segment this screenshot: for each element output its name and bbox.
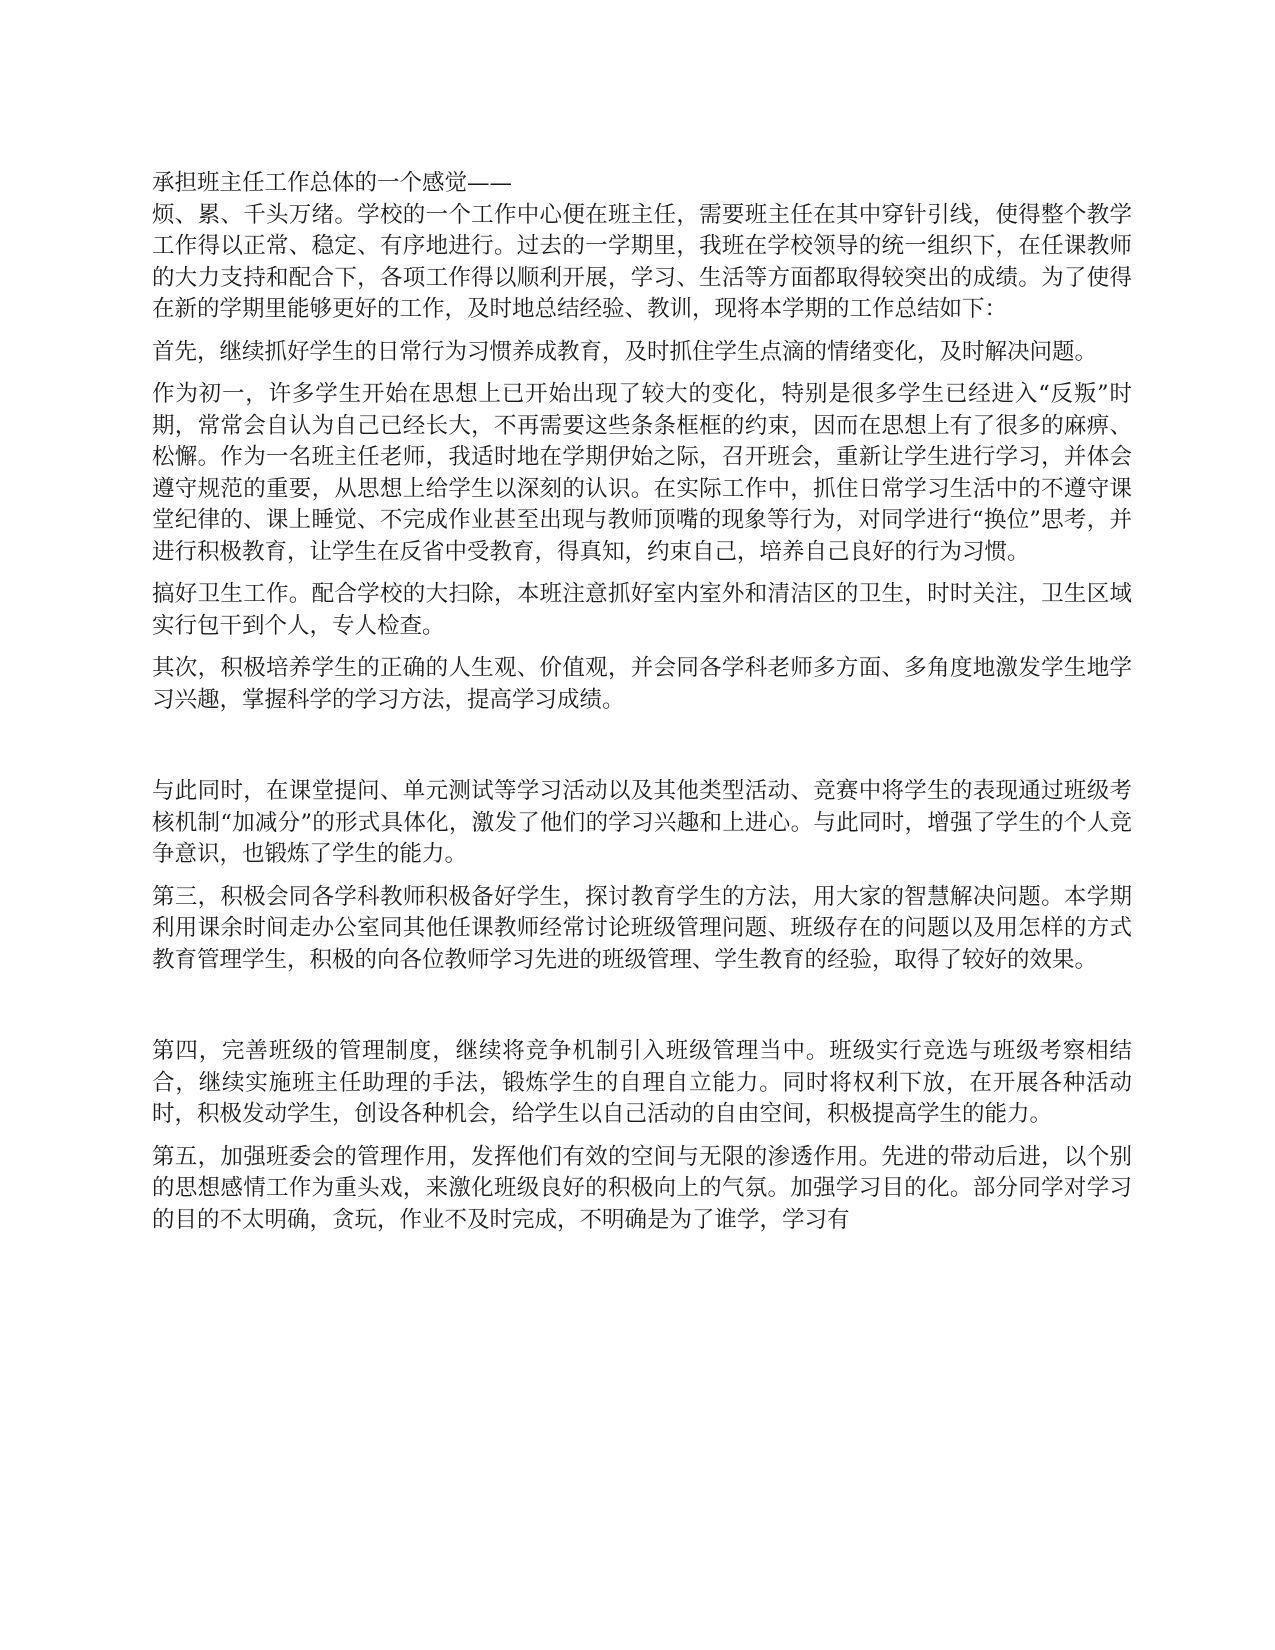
paragraph-second-point: 其次，积极培养学生的正确的人生观、价值观，并会同各学科老师多方面、多角度地激发学生地学习兴趣，掌握科学的学习方法，提高学习成绩。 bbox=[152, 655, 1132, 713]
paragraph-fifth-point: 第五，加强班委会的管理作用，发挥他们有效的空间与无限的渗透作用。先进的带动后进，以个别的思想感情工作为重头戏，来激化班级良好的积极向上的气氛。加强学习目的化。部分同学对学习的目的不太明确，贪玩，作业不及时完成，不明确是为了谁学，学习有 bbox=[152, 1143, 1132, 1233]
paragraph-first-point: 首先，继续抓好学生的日常行为习惯养成教育，及时抓住学生点滴的情绪变化，及时解决问题。 bbox=[152, 338, 1098, 365]
paragraph-behavior: 作为初一，许多学生开始在思想上已开始出现了较大的变化，特别是很多学生已经进入“反叛”时期，常常会自认为自己已经长大，不再需要这些条条框框的约束，因而在思想上有了很多的麻痹、松懈。作为一名班主任老师，我适时地在学期伊始之际，召开班会，重新让学生进行学习，并体会遵守规范的重要，从思想上给学生以深刻的认识。在实际工作中，抓住日常学习生活中的不遵守课堂纪律的、课上睡觉、不完成作业甚至出现与教师顶嘴的现象等行为，对同学进行“换位”思考，并进行积极教育，让学生在反省中受教育，得真知，约束自己，培养自己良好的行为习惯。 bbox=[152, 381, 1132, 565]
paragraph-fourth-point: 第四，完善班级的管理制度，继续将竞争机制引入班级管理当中。班级实行竞选与班级考察相结合，继续实施班主任助理的手法，锻炼学生的自理自立能力。同时将权利下放，在开展各种活动时，积极发动学生，创设各种机会，给学生以自己活动的自由空间，积极提高学生的能力。 bbox=[152, 1038, 1132, 1127]
paragraph-third-point: 第三，积极会同各学科教师积极备好学生，探讨教育学生的方法，用大家的智慧解决问题。本学期利用课余时间走办公室同其他任课教师经常讨论班级管理问题、班级存在的问题以及用怎样的方式教育管理学生，积极的向各位教师学习先进的班级管理、学生教育的经验，取得了较好的效果。 bbox=[152, 883, 1132, 973]
paragraph-intro: 烦、累、千头万绪。学校的一个工作中心便在班主任，需要班主任在其中穿针引线，使得整个教学工作得以正常、稳定、有序地进行。过去的一学期里，我班在学校领导的统一组织下，在任课教师的大力支持和配合下，各项工作得以顺利开展，学习、生活等方面都取得较突出的成绩。为了使得在新的学期里能够更好的工作，及时地总结经验、教训，现将本学期的工作总结如下： bbox=[152, 201, 1132, 322]
document-body bbox=[152, 168, 1132, 1236]
paragraph-hygiene: 搞好卫生工作。配合学校的大扫除，本班注意抓好室内室外和清洁区的卫生，时时关注，卫生区域实行包干到个人，专人检查。 bbox=[152, 581, 1132, 639]
intro-heading-line: 承担班主任工作总体的一个感觉—— bbox=[152, 170, 513, 196]
paragraph-scoring: 与此同时，在课堂提问、单元测试等学习活动以及其他类型活动、竞赛中将学生的表现通过班级考核机制“加减分”的形式具体化，激发了他们的学习兴趣和上进心。与此同时，增强了学生的个人竞争意识，也锻炼了学生的能力。 bbox=[152, 778, 1132, 867]
